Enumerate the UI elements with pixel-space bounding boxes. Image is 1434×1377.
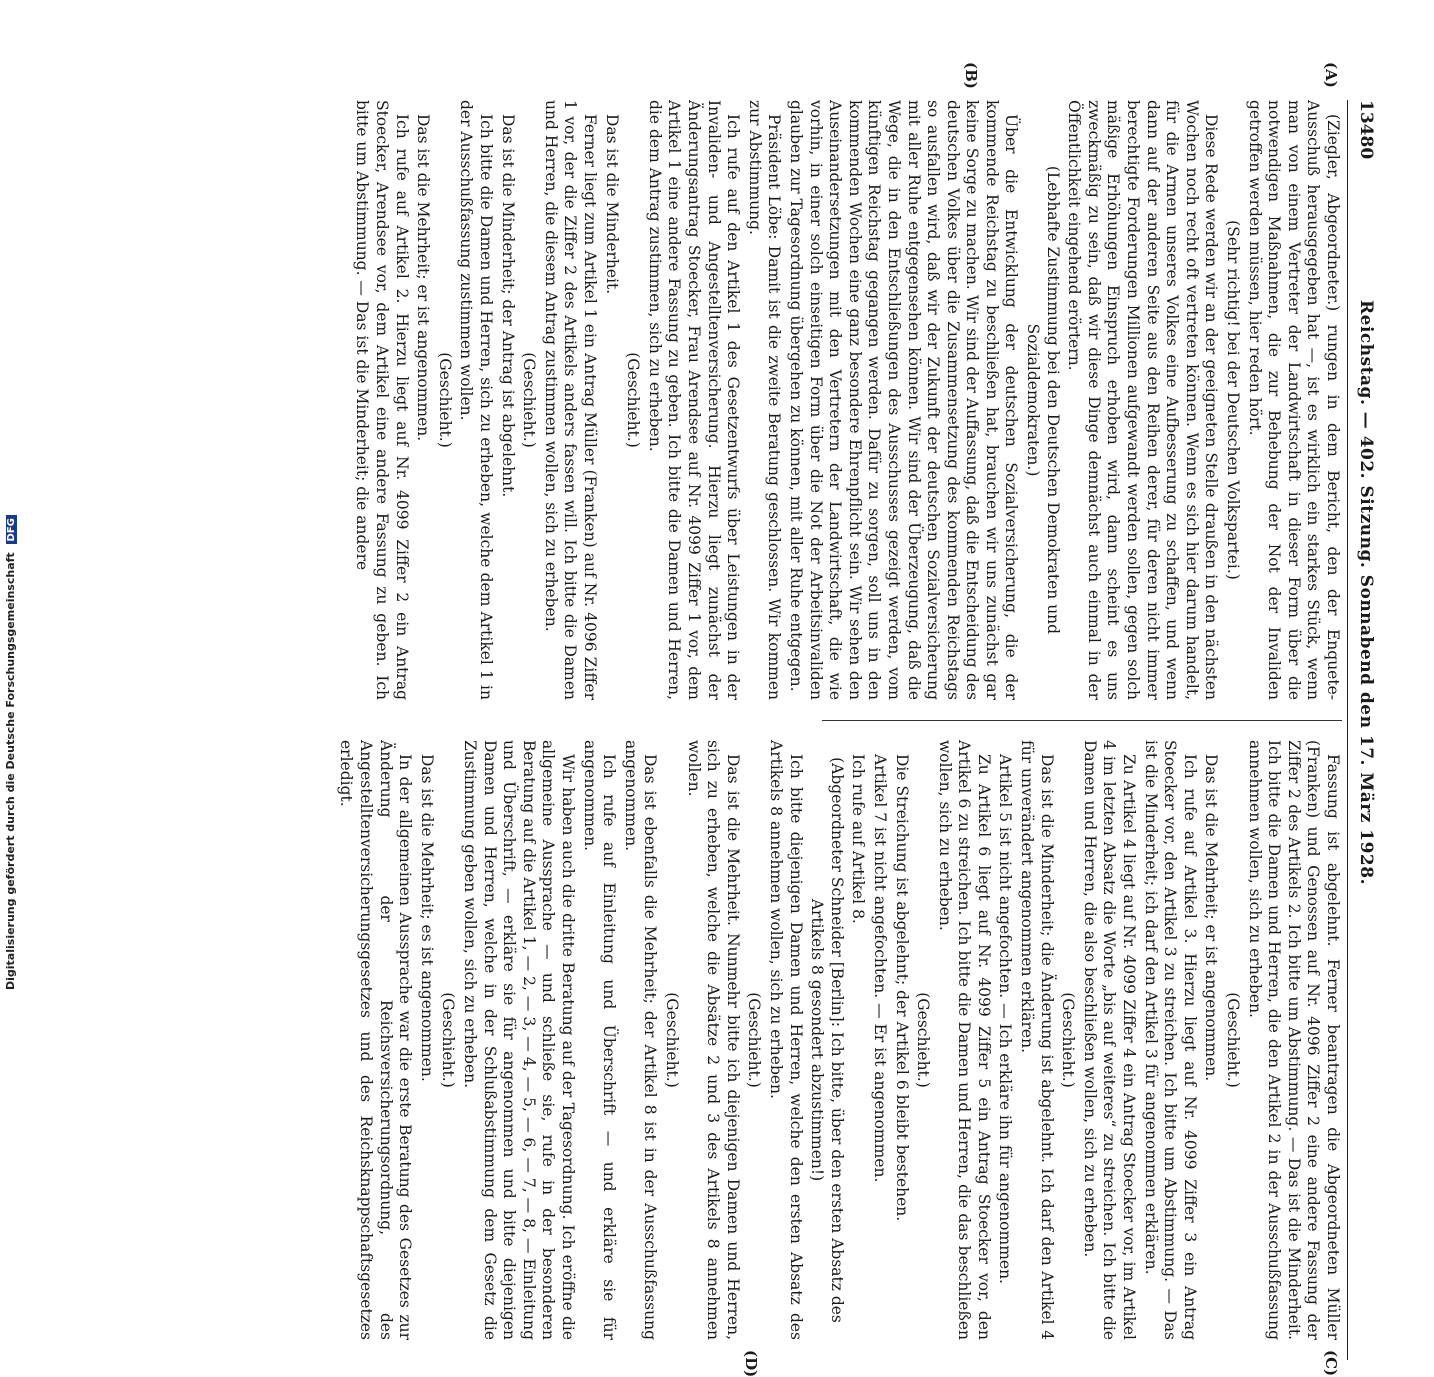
interjection: (Geschieht.) xyxy=(663,992,681,1088)
paragraph: Ferner liegt zum Artikel 1 ein Antrag Müller (Franken) auf Nr. 4096 Ziffer 1 vor, der die Ziffer 2 des Artikels anders fassen will. Ich bitte die Damen und Herren, die diesem Antrag zustimmen wollen, sich zu erheben. xyxy=(541,100,600,700)
paragraph: Das ist die Mehrheit. Nunmehr bitte ich diejenigen Damen und Herren, sich zu erheben, welche die Absätze 2 und 3 des Artikels 8 annehmen wollen. xyxy=(684,740,742,1340)
page-title: Reichstag. — 402. Sitzung. Sonnabend den 17. März 1928. xyxy=(1356,300,1376,885)
interjection: (Geschieht.) xyxy=(439,992,458,1088)
paragraph: Ich rufe auf Artikel 2. Hierzu liegt auf Nr. 4099 Ziffer 2 ein Antrag Stoecker, Arendsee vor, dem Artikel eine andere Fassung zu geben. Ich bitte um Abstimmung. — Das ist die Minderheit; die andere xyxy=(353,100,411,700)
interjection: (Lebhafte Zustimmung bei den Deutschen Demokraten und Sozialdemokraten.) xyxy=(1024,165,1062,635)
paragraph: Das ist die Minderheit. xyxy=(602,114,621,295)
paragraph: Zu Artikel 6 liegt auf Nr. 4099 Ziffer 5 ein Antrag Stoecker vor, den Artikel 6 zu streichen. Ich bitte die Damen und Herren, die das beschließen wollen, sich zu erheben. xyxy=(935,740,993,1340)
paragraph: Ich rufe auf Artikel 8. xyxy=(849,754,868,924)
page-header xyxy=(1350,100,1380,1360)
page-number: 13480 xyxy=(1356,100,1376,160)
interjection: (Geschieht.) xyxy=(624,352,643,448)
rotated-page xyxy=(120,62,1380,1377)
paragraph: Artikel 5 ist nicht angefochten. — Ich erkläre ihn für angenommen. xyxy=(996,754,1015,1284)
header-rule xyxy=(1347,100,1348,1360)
paragraph: Diese Rede werden wir an der geeigneten Stelle draußen in den nächsten Wochen noch recht oft vertreten können. Wenn es sich hier darum handelt, für die Armen unseres Volkes eine Aufbesserung zu schaffen, und wenn dann auf der anderen Seite aus den Reihen derer, für deren nicht immer berechtigte Forderungen Millionen aufgewandt werden sollen, gegen solch mäßige Erhöhungen Einspruch erhoben wird, dann scheint es uns zweckmäßig zu sein, daß wir diese Dinge demnächst auch einmal in der Öffentlichkeit eingehend erörtern. xyxy=(1065,100,1221,700)
paragraph: Zu Artikel 4 liegt auf Nr. 4099 Ziffer 4 ein Antrag Stoecker vor, im Artikel 4 im letzten Absatz die Worte „bis auf weiteres“ zu streichen. Ich bitte die Damen und Herren, die also beschließen wollen, sich zu erheben. xyxy=(1080,740,1139,1340)
interjection: (Sehr richtig! bei der Deutschen Volkspartei.) xyxy=(1224,220,1243,580)
interjection: (Geschieht.) xyxy=(745,992,764,1088)
paragraph: (Ziegler, Abgeordneter.) rungen in dem Bericht, den der Enquete-Ausschuß herausgegeben hat —, ist es wirklich ein starkes Stück, wenn man von einem Vertreter der Landwirtschaft in dieser Form über die notwendigen Maßnahmen, die zur Behebung der Not der Invaliden getroffen werden müssen, hier reden hört. xyxy=(1245,100,1342,700)
paragraph: Fassung ist abgelehnt. Ferner beantragen die Abgeordneten Müller (Franken) und Genossen auf Nr. 4096 Ziffer 2 eine andere Fassung der Ziffer 2 des Artikels 2. Ich bitte um Abstimmung. — Das ist die Minderheit. Ich bitte die Damen und Herren, die den Artikel 2 in der Ausschußfassung annehmen wollen, sich zu erheben. xyxy=(1245,740,1342,1340)
interjection: (Geschieht.) xyxy=(914,992,933,1088)
paragraph: Das ist die Minderheit; der Antrag ist abgelehnt. xyxy=(498,114,517,498)
paragraph: Das ist ebenfalls die Mehrheit; der Artikel 8 ist in der Ausschußfassung angenommen. xyxy=(621,740,660,1340)
paragraph: Ich rufe auf den Artikel 1 des Gesetzentwurfs über Leistungen in der Invaliden- und Angestelltenversicherung. Hierzu liegt zunächst der Änderungsantrag Stoecker, Frau Arendsee auf Nr. 4099 Ziffer 1 vor, dem Artikel 1 eine andere Fassung zu geben. Ich bitte die Damen und Herren, die dem Antrag zustimmen, sich zu erheben. xyxy=(645,100,743,700)
right-column xyxy=(337,740,1342,1340)
paragraph: Das ist die Mehrheit; es ist angenommen. xyxy=(417,754,436,1082)
interjection: (Geschieht.) xyxy=(1224,992,1243,1088)
paragraph: Über die Entwicklung der deutschen Sozialversicherung, die der kommende Reichstag zu beschließen hat, brauchen wir uns zunächst gar keine Sorge zu machen. Wir sind der Auffassung, daß die Entscheidung des deutschen Volkes über die Zusammensetzung des kommenden Reichstags so ausfallen wird, daß wir der Zukunft der deutschen Sozialversicherung mit aller Ruhe entgegensehen können. Wir sind der Überzeugung, daß die Wege, die in den Entschließungen des Ausschusses gezeigt werden, vom künftigen Reichstag gegangen werden. Dafür zu sorgen, soll uns in den kommenden Wochen eine ganz besondere Ehrenpflicht sein. Wir sehen den Auseinandersetzungen mit den Vertretern der Landwirtschaft, die wie vorhin, in einer solch einseitigen Form über die Not der Arbeitsinvaliden glauben zur Tagesordnung übergehen zu können, mit aller Ruhe entgegen. xyxy=(786,100,1021,700)
paragraph: Das ist die Mehrheit; er ist angenommen. xyxy=(1202,754,1221,1082)
dfg-logo: DFG xyxy=(6,515,17,544)
margin-marker-c: (C) xyxy=(1322,1350,1340,1377)
interjection: (Geschieht.) xyxy=(1059,992,1078,1088)
paragraph: Präsident Löbe: Damit ist die zweite Beratung geschlossen. Wir kommen zur Abstimmung. xyxy=(745,100,784,700)
margin-marker-b: (B) xyxy=(962,62,980,89)
credit-text: Digitalisierung gefördert durch die Deutsche Forschungsgemeinschaft xyxy=(4,552,17,990)
interjection: (Abgeordneter Schneider [Berlin]: Ich bitte, über den ersten Absatz des Artikels 8 gesondert abzustimmen!) xyxy=(808,757,846,1323)
margin-marker-a: (A) xyxy=(1322,62,1340,88)
paragraph: Ich bitte die Damen und Herren, sich zu erheben, welche dem Artikel 1 in der Ausschußfassung zustimmen wollen. xyxy=(457,100,496,700)
interjection: (Geschieht.) xyxy=(435,352,454,448)
left-column xyxy=(353,100,1342,700)
paragraph: Ich bitte diejenigen Damen und Herren, welche den ersten Absatz des Artikels 8 annehmen wollen, sich zu erheben. xyxy=(766,740,805,1340)
margin-marker-d: (D) xyxy=(742,1350,760,1377)
digitization-credit xyxy=(4,515,17,990)
paragraph: Die Streichung ist abgelehnt; der Artikel 6 bleibt bestehen. xyxy=(892,754,911,1222)
paragraph: Artikel 7 ist nicht angefochten. — Er ist angenommen. xyxy=(870,754,889,1183)
paragraph: Ich rufe auf Einleitung und Überschrift — und erkläre sie für angenommen. xyxy=(580,740,619,1340)
column-divider xyxy=(822,720,1342,721)
interjection: (Geschieht.) xyxy=(520,352,539,448)
paragraph: Ich rufe auf Artikel 3. Hierzu liegt auf Nr. 4099 Ziffer 3 ein Antrag Stoecker vor, den Artikel 3 zu streichen. Ich bitte um Abstimmung. — Das ist die Minderheit; ich darf den Artikel 3 für angenommen erklären. xyxy=(1141,740,1199,1340)
paragraph: Das ist die Mehrheit; er ist angenommen. xyxy=(414,114,433,442)
paragraph: Das ist die Minderheit; die Änderung ist abgelehnt. Ich darf den Artikel 4 für unverändert angenommen erklären. xyxy=(1018,740,1056,1340)
paragraph: Wir haben auch die dritte Beratung auf der Tagesordnung. Ich eröffne die allgemeine Aussprache — und schließe sie, rufe in der besonderen Beratung auf die Artikel 1, — 2, — 3, — 4, — 5, — 6, — 7, — 8, — Einleitung und Überschrift, — erkläre sie für angenommen und bitte diejenigen Damen und Herren, welche in der Schlußabstimmung dem Gesetz die Zustimmung geben wollen, sich zu erheben. xyxy=(461,740,578,1340)
paragraph: In der allgemeinen Aussprache war die erste Beratung des Gesetzes zur Änderung der Reichsversicherungsordnung, des Angestelltenversicherungsgesetzes und des Reichsknappschaftsgesetzes erledigt. xyxy=(337,740,415,1340)
